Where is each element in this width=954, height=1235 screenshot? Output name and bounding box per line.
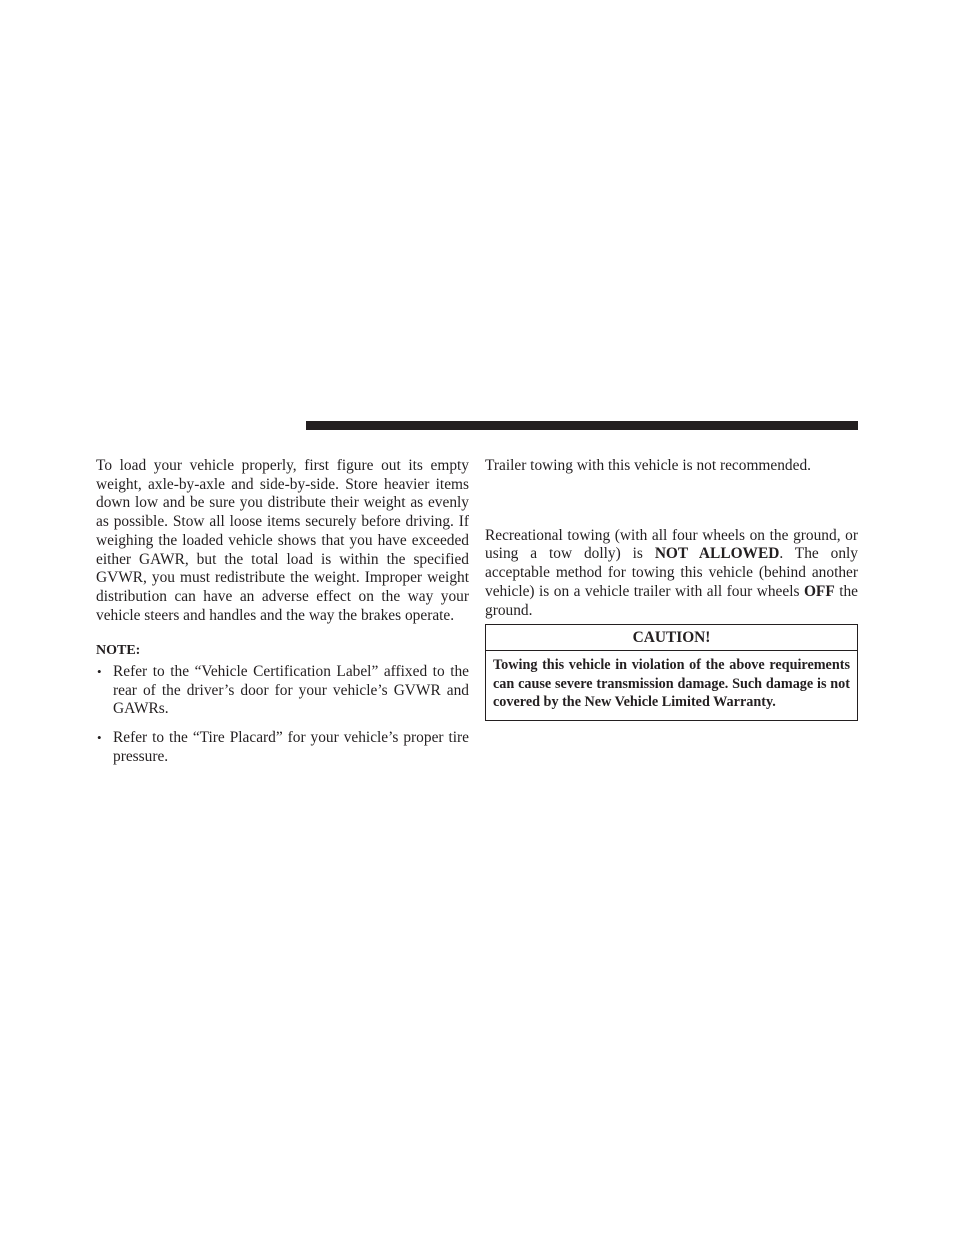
recreational-text-part2: . The only acceptable method for towing this vehicle (behind another vehicle) is on a vehicle trailer with all four wheels bbox=[485, 545, 858, 600]
left-column bbox=[96, 457, 469, 767]
trailer-towing-paragraph: Trailer towing with this vehicle is not recommended. bbox=[485, 457, 811, 474]
caution-box bbox=[485, 624, 858, 721]
recreational-towing-paragraph bbox=[485, 527, 858, 621]
loading-paragraph: To load your vehicle properly, first figure out its empty weight, axle-by-axle and side-by-side. Store heavier items down low and be sure you distribute their weight as evenly as possible. Stow all loose items securely before driving. If weighing the loaded vehicle shows that you have exceeded either GAWR, but the total load is within the specified GVWR, you must redistribute the weight. Improper weight distribution can have an adverse effect on the way your vehicle steers and handles and the way the brakes operate. bbox=[96, 457, 469, 624]
recreational-text-part1: Recreational towing (with all four wheels on the ground, or using a tow dolly) is bbox=[485, 526, 858, 563]
note-label: NOTE: bbox=[96, 643, 141, 659]
off-emphasis: OFF bbox=[803, 582, 835, 600]
list-item: • Refer to the “Tire Placard” for your vehicle’s proper tire pressure. bbox=[96, 729, 469, 766]
section-header-bar bbox=[306, 421, 858, 430]
right-column bbox=[485, 457, 858, 721]
list-item: • Refer to the “Vehicle Certification Label” affixed to the rear of the driver’s door for your vehicle’s GVWR and GAWRs. bbox=[96, 663, 469, 719]
caution-text: Towing this vehicle in violation of the above requirements can cause severe transmission damage. Such damage is not covered by the New Vehicle Limited Warranty. bbox=[493, 656, 850, 711]
not-allowed-emphasis: NOT ALLOWED bbox=[654, 545, 780, 563]
note-list bbox=[96, 663, 469, 767]
caution-title: CAUTION! bbox=[486, 625, 857, 651]
recreational-text-part3: the ground. bbox=[485, 582, 858, 619]
